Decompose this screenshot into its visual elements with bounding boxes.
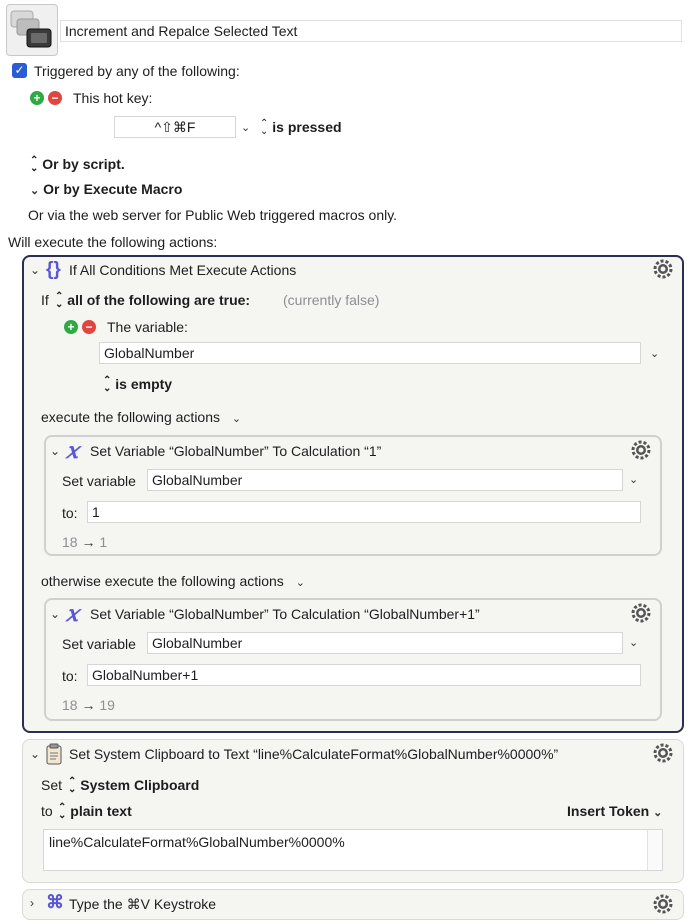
keystroke-gear-icon[interactable]: [652, 893, 674, 915]
else-set-variable-label: Set variable: [62, 636, 136, 652]
chevron-down-icon[interactable]: ⌄: [295, 577, 305, 589]
variable-test-popup[interactable]: [103, 376, 172, 393]
then-to-label: to:: [62, 505, 78, 521]
triggered-checkbox[interactable]: ✓: [12, 63, 27, 78]
clipboard-to-label: to: [41, 803, 53, 819]
then-gear-icon[interactable]: [630, 439, 652, 461]
updown-icon: ⌃ ⌄: [55, 291, 64, 311]
condition-mode-label: all of the following are true:: [67, 292, 251, 308]
clipboard-text-area[interactable]: [43, 829, 663, 871]
variable-test-label: is empty: [115, 376, 173, 392]
if-collapse-chevron-icon[interactable]: ⌄: [30, 263, 41, 277]
condition-variable-field[interactable]: GlobalNumber: [99, 342, 641, 364]
updown-icon: ⌃ ⌄: [68, 776, 77, 796]
then-variable-field[interactable]: GlobalNumber: [147, 469, 623, 491]
else-label: otherwise execute the following actions ⌄: [41, 573, 305, 589]
web-server-note: Or via the web server for Public Web triggered macros only.: [28, 207, 398, 223]
if-gear-icon[interactable]: [652, 258, 674, 280]
updown-icon: ⌃ ⌄: [260, 118, 269, 138]
condition-mode-popup[interactable]: [55, 292, 250, 309]
text-area-scrollbar[interactable]: [647, 830, 662, 870]
or-by-script-popup[interactable]: [30, 156, 125, 173]
else-to-field[interactable]: GlobalNumber+1: [87, 664, 641, 686]
clipboard-format-popup[interactable]: [58, 803, 132, 820]
then-set-variable-label: Set variable: [62, 473, 136, 489]
clipboard-format-label: plain text: [70, 803, 132, 819]
triggered-label: Triggered by any of the following:: [34, 63, 240, 79]
hotkey-state-popup[interactable]: [260, 119, 342, 136]
or-by-execute-macro-label: Or by Execute Macro: [43, 181, 183, 197]
updown-icon: ⌃ ⌄: [58, 802, 67, 822]
remove-trigger-icon[interactable]: −: [48, 91, 62, 105]
or-by-execute-macro-toggle[interactable]: [30, 181, 182, 197]
hotkey-label: This hot key:: [73, 90, 153, 106]
clipboard-target-label: System Clipboard: [80, 777, 200, 793]
variable-label: The variable:: [107, 319, 188, 335]
then-label: execute the following actions ⌄: [41, 409, 242, 425]
else-collapse-chevron-icon[interactable]: ⌄: [50, 607, 61, 621]
command-key-icon: ⌘: [46, 892, 64, 912]
hotkey-dropdown-chevron-icon[interactable]: ⌄: [241, 122, 251, 134]
else-action-title: Set Variable “GlobalNumber” To Calculation “GlobalNumber+1”: [90, 606, 480, 622]
condition-variable-chevron-icon[interactable]: ⌄: [650, 348, 660, 360]
then-result: 18 → 1: [62, 534, 108, 550]
if-action-icon: {}: [46, 259, 61, 280]
macro-name-field[interactable]: Increment and Repalce Selected Text: [60, 20, 682, 42]
else-variable-field[interactable]: GlobalNumber: [147, 632, 623, 654]
insert-token-label: Insert Token: [567, 803, 650, 819]
macro-icon[interactable]: [6, 4, 58, 56]
calculation-icon: 𝑥: [66, 438, 79, 464]
then-collapse-chevron-icon[interactable]: ⌄: [50, 444, 61, 458]
updown-icon: ⌃ ⌄: [30, 155, 39, 175]
actions-heading: Will execute the following actions:: [8, 234, 218, 250]
else-variable-chevron-icon[interactable]: ⌄: [629, 637, 639, 649]
hotkey-state-label: is pressed: [272, 119, 342, 135]
clipboard-text-value: line%CalculateFormat%GlobalNumber%0000%: [49, 834, 345, 850]
hotkey-field[interactable]: ^⇧⌘F: [114, 116, 236, 138]
clipboard-set-label: Set: [41, 777, 63, 793]
chevron-down-icon: ⌄: [30, 185, 40, 197]
if-action-title: If All Conditions Met Execute Actions: [69, 262, 297, 278]
keystroke-expand-chevron-icon[interactable]: ›: [30, 896, 34, 910]
else-result: 18 → 19: [62, 697, 115, 713]
calculation-icon: 𝑥: [66, 601, 79, 627]
then-to-field[interactable]: 1: [87, 501, 641, 523]
updown-icon: ⌃ ⌄: [103, 375, 112, 395]
clipboard-icon: [45, 743, 63, 765]
else-to-label: to:: [62, 668, 78, 684]
clipboard-collapse-chevron-icon[interactable]: ⌄: [30, 747, 41, 761]
keystroke-action-title: Type the ⌘V Keystroke: [69, 896, 217, 912]
then-variable-chevron-icon[interactable]: ⌄: [629, 474, 639, 486]
remove-condition-icon[interactable]: −: [82, 320, 96, 334]
if-word: If: [41, 292, 49, 308]
add-trigger-icon[interactable]: +: [30, 91, 44, 105]
or-by-script-label: Or by script.: [42, 156, 125, 172]
insert-token-button[interactable]: [567, 803, 662, 819]
clipboard-gear-icon[interactable]: [652, 742, 674, 764]
add-condition-icon[interactable]: +: [64, 320, 78, 334]
else-gear-icon[interactable]: [630, 602, 652, 624]
clipboard-target-popup[interactable]: [68, 777, 199, 794]
chevron-down-icon: ⌄: [653, 807, 663, 819]
then-action-title: Set Variable “GlobalNumber” To Calculation “1”: [90, 443, 382, 459]
clipboard-action-title: Set System Clipboard to Text “line%CalculateFormat%GlobalNumber%0000%”: [69, 746, 559, 762]
chevron-down-icon[interactable]: ⌄: [231, 413, 242, 425]
condition-status: (currently false): [283, 292, 380, 308]
